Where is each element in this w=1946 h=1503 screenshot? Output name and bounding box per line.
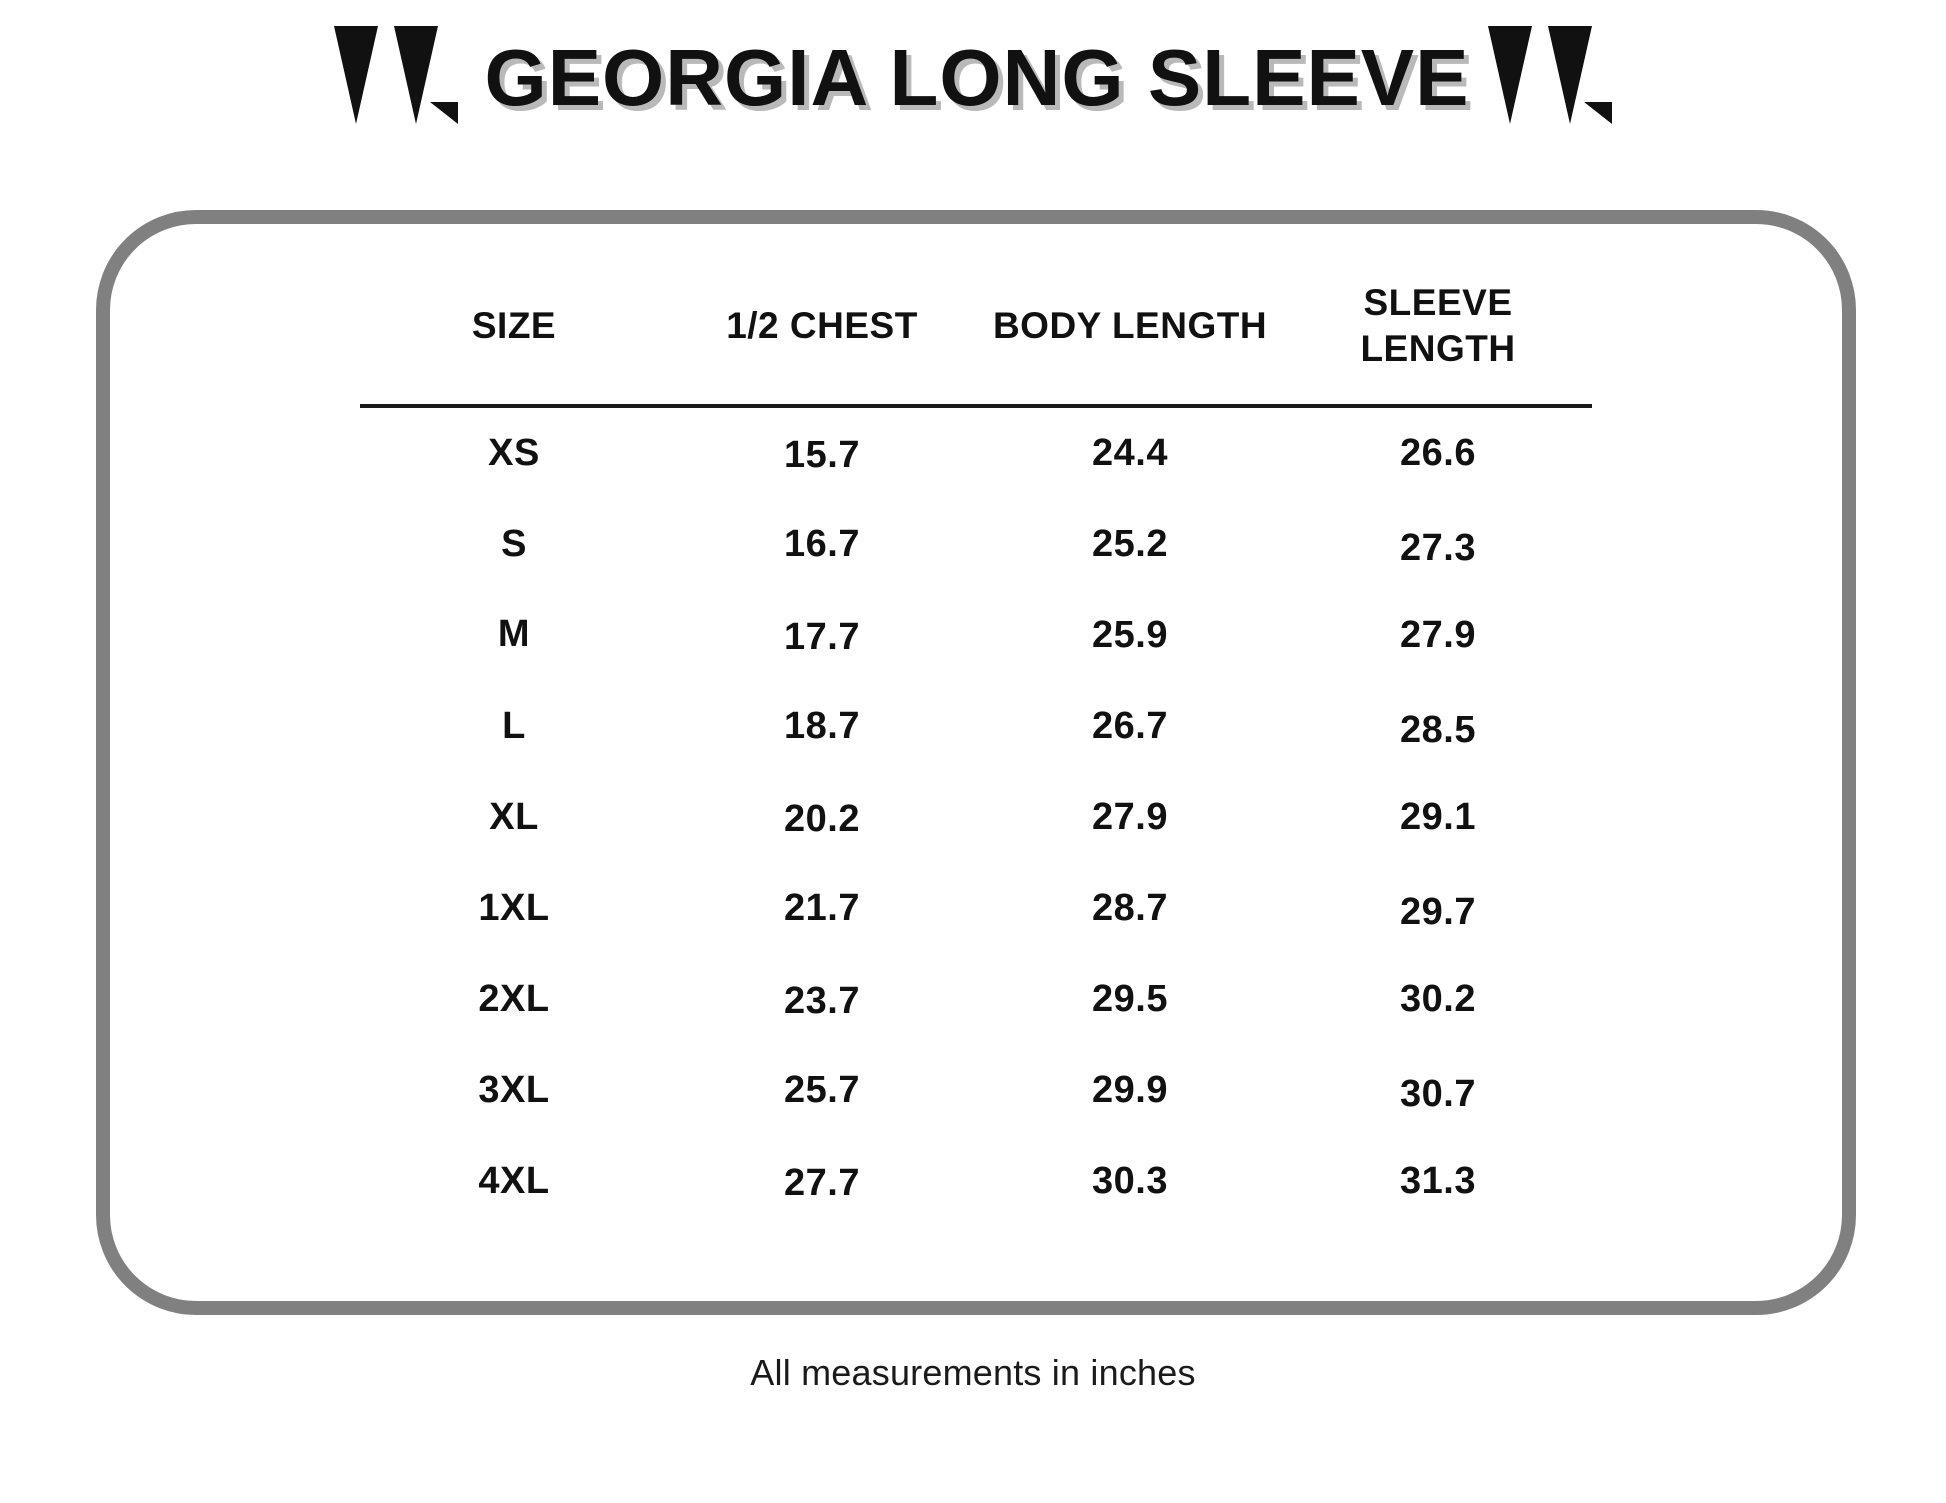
size-table: [360, 260, 1592, 1227]
table-row: [360, 590, 1592, 681]
table-row: [360, 772, 1592, 863]
cell-sleeve-length: 27.9: [1400, 614, 1476, 656]
table-row: [360, 954, 1592, 1045]
table-row: [360, 863, 1592, 954]
cell-sleeve-length: 28.5: [1400, 709, 1476, 751]
cell-sleeve-length: 31.3: [1400, 1160, 1476, 1202]
cell-body-length: 30.3: [1092, 1160, 1168, 1202]
cell-sleeve-length: 29.1: [1400, 796, 1476, 838]
cell-half-chest: 23.7: [784, 980, 860, 1022]
size-chart-card: [96, 210, 1856, 1315]
cell-body-length: 24.4: [1092, 432, 1168, 474]
cell-half-chest: 27.7: [784, 1162, 860, 1204]
cell-body-length: 25.2: [1092, 523, 1168, 565]
cell-half-chest: 15.7: [784, 434, 860, 476]
cell-half-chest: 16.7: [784, 523, 860, 565]
cell-size: XS: [488, 432, 540, 474]
cell-body-length: 26.7: [1092, 705, 1168, 747]
cell-size: 4XL: [478, 1160, 550, 1202]
cell-half-chest: 18.7: [784, 705, 860, 747]
cell-half-chest: 20.2: [784, 798, 860, 840]
column-header-body-length: BODY LENGTH: [992, 304, 1268, 346]
column-header-half-chest: 1/2 CHEST: [726, 304, 918, 346]
cell-sleeve-length: 29.7: [1400, 891, 1476, 933]
cell-half-chest: 25.7: [784, 1069, 860, 1111]
table-row: [360, 1136, 1592, 1227]
chevron-v-logo-right-icon: [1486, 24, 1614, 133]
cell-size: XL: [489, 796, 539, 838]
table-row: [360, 1045, 1592, 1136]
cell-size: 3XL: [478, 1069, 550, 1111]
table-header-row: [360, 260, 1592, 406]
cell-body-length: 27.9: [1092, 796, 1168, 838]
size-table-head: [360, 260, 1592, 406]
table-row: [360, 681, 1592, 772]
table-row: [360, 499, 1592, 590]
size-table-container: [110, 224, 1842, 1301]
cell-size: 2XL: [478, 978, 550, 1020]
cell-size: S: [501, 523, 527, 565]
cell-sleeve-length: 26.6: [1400, 432, 1476, 474]
cell-size: 1XL: [478, 887, 550, 929]
page-header: [0, 0, 1946, 120]
cell-body-length: 28.7: [1092, 887, 1168, 929]
measurements-footnote: All measurements in inches: [750, 1352, 1196, 1393]
chevron-v-logo-left-icon: [332, 24, 460, 133]
page-title: GEORGIA LONG SLEEVE: [484, 33, 1470, 122]
cell-size: M: [497, 613, 531, 655]
column-header-size: SIZE: [471, 304, 557, 346]
cell-body-length: 29.9: [1092, 1069, 1168, 1111]
cell-size: L: [502, 705, 526, 747]
column-header-sleeve-length: SLEEVE LENGTH: [1360, 281, 1516, 369]
table-row: [360, 406, 1592, 499]
cell-sleeve-length: 30.7: [1400, 1073, 1476, 1115]
cell-sleeve-length: 27.3: [1400, 527, 1476, 569]
cell-sleeve-length: 30.2: [1400, 978, 1476, 1020]
cell-half-chest: 21.7: [784, 887, 860, 929]
cell-body-length: 29.5: [1092, 978, 1168, 1020]
size-table-body: [360, 406, 1592, 1227]
cell-half-chest: 17.7: [784, 616, 860, 658]
cell-body-length: 25.9: [1092, 614, 1168, 656]
